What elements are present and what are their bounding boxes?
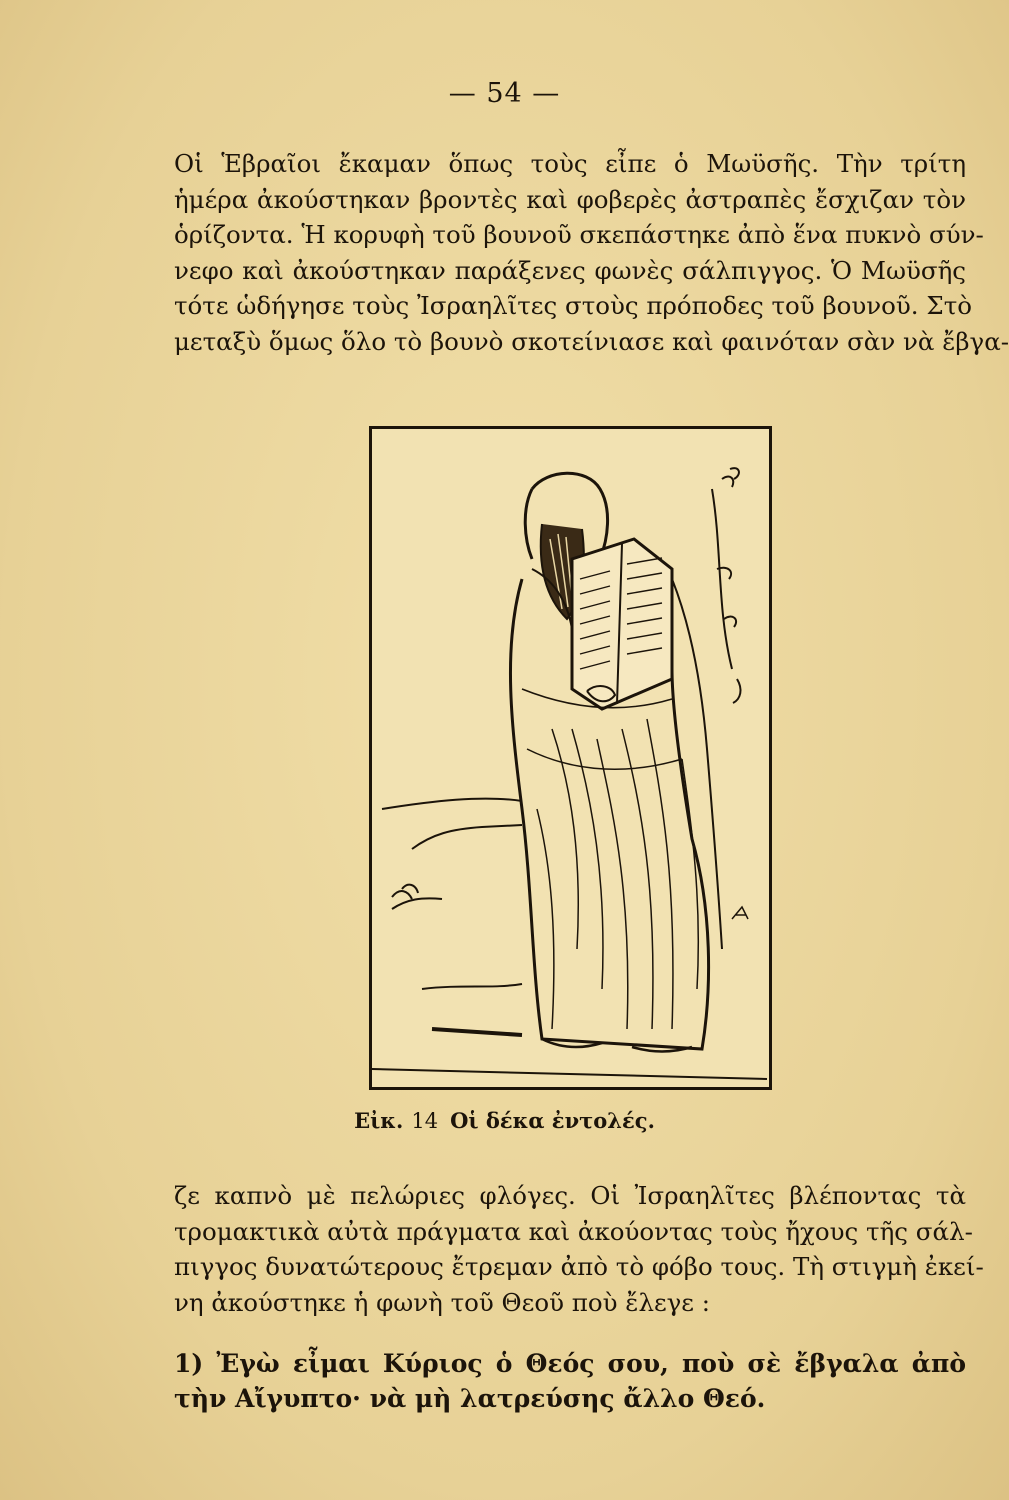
text-line: 1) Ἐγὼ εἶμαι Κύριος ὁ Θεός σου, ποὺ σὲ ἔβγαλα ἀπὸ	[174, 1349, 966, 1378]
caption-prefix: Εἰκ.	[354, 1108, 404, 1133]
figure-caption	[0, 1108, 1009, 1133]
text-line: τότε ὡδήγησε τοὺς Ἰσραηλῖτες στοὺς πρόποδες τοῦ βουνοῦ. Στὸ	[174, 291, 973, 320]
paragraph-1	[174, 146, 1009, 359]
moses-engraving-icon	[372, 429, 769, 1087]
text-line: μεταξὺ ὅμως ὅλο τὸ βουνὸ σκοτείνιασε καὶ φαινόταν σὰν νὰ ἔβγα-	[174, 326, 1009, 356]
text-line: ἡμέρα ἀκούστηκαν βροντὲς καὶ φοβερὲς ἀστραπὲς ἔσχιζαν τὸν	[174, 184, 966, 214]
paragraph-2	[174, 1178, 984, 1320]
text-line: πιγγος δυνατώτερους ἔτρεμαν ἀπὸ τὸ φόβο τους. Τὴ στιγμὴ ἐκεί-	[174, 1252, 984, 1281]
text-line: νεφο καὶ ἀκούστηκαν παράξενες φωνὲς σάλπιγγος. Ὁ Μωϋσῆς	[174, 255, 966, 285]
page-number: — 54 —	[448, 78, 561, 109]
text-line: νη ἀκούστηκε ἡ φωνὴ τοῦ Θεοῦ ποὺ ἔλεγε :	[174, 1287, 711, 1317]
text-line: ὁρίζοντα. Ἡ κορυφὴ τοῦ βουνοῦ σκεπάστηκε ἀπὸ ἕνα πυκνὸ σύν-	[174, 220, 984, 249]
first-commandment	[174, 1346, 966, 1416]
moses-illustration	[369, 426, 772, 1090]
caption-number: 14	[411, 1109, 439, 1133]
text-line: ζε καπνὸ μὲ πελώριες φλόγες. Οἱ Ἰσραηλῖτες βλέποντας τὰ	[174, 1181, 966, 1210]
text-line: τρομακτικὰ αὐτὰ πράγματα καὶ ἀκούοντας τοὺς ἤχους τῆς σάλ-	[174, 1216, 973, 1246]
text-line: Οἱ Ἑβραῖοι ἔκαμαν ὅπως τοὺς εἶπε ὁ Μωϋσῆς. Τὴν τρίτη	[174, 149, 966, 178]
caption-text: Οἱ δέκα ἐντολές.	[450, 1108, 655, 1133]
text-line: τὴν Αἴγυπτο· νὰ μὴ λατρεύσης ἄλλο Θεό.	[174, 1384, 766, 1413]
